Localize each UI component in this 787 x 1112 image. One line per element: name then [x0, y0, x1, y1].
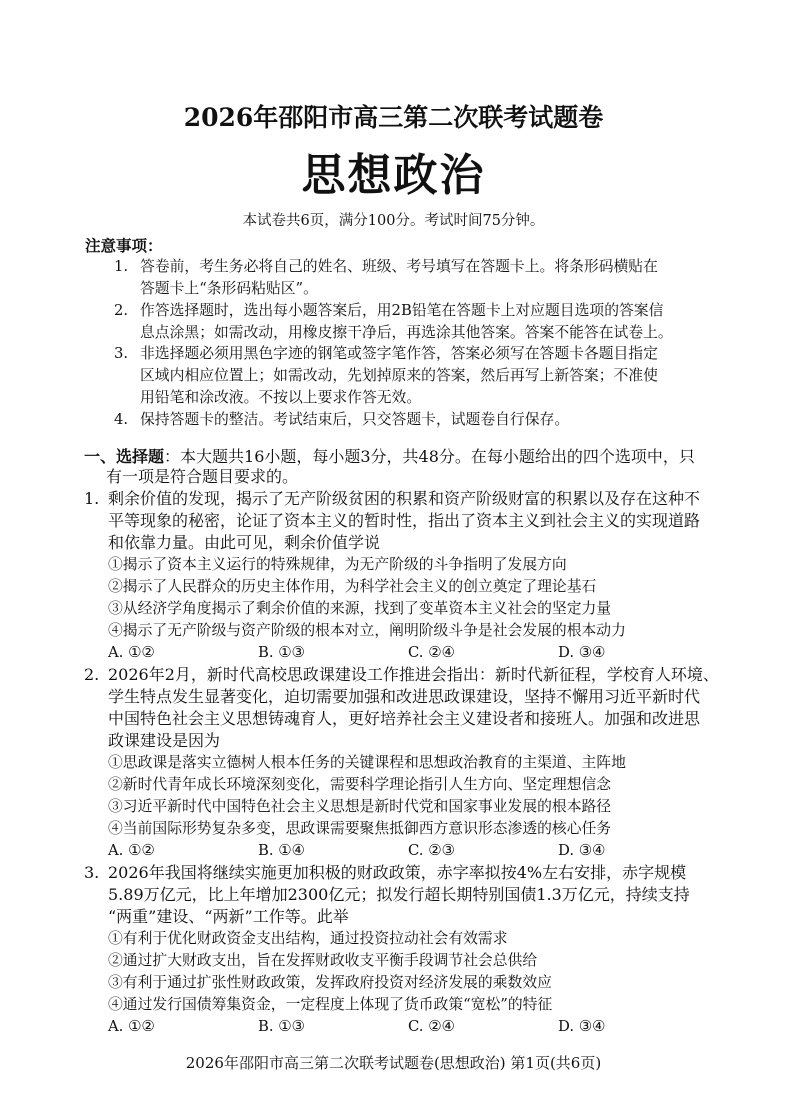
statement-option: ③有利于通过扩张性财政政策，发挥政府投资对经济发展的乘数效应: [108, 974, 552, 991]
answer-choice-d: D. ③④: [558, 644, 606, 661]
note-number: 3.: [114, 345, 129, 362]
question-stem-line: 2026年我国将继续实施更加积极的财政政策，赤字率拟按4%左右安排，赤字规模: [108, 863, 687, 882]
statement-option: ④当前国际形势复杂多变，思政课需要聚焦抵御西方意识形态渗透的核心任务: [108, 820, 612, 837]
note-line: 保持答题卡的整洁。考试结束后，只交答题卡，试题卷自行保存。: [140, 411, 570, 428]
note-line: 答题卡上“条形码粘贴区”。: [140, 280, 318, 297]
section-description-cont: 有一项是符合题目要求的。: [106, 467, 299, 486]
question-stem-line: “两重”建设、“两新”工作等。此举: [108, 907, 349, 926]
answer-choice-c: C. ②③: [408, 842, 455, 859]
answer-choice-b: B. ①③: [258, 644, 305, 661]
statement-option: ③从经济学角度揭示了剩余价值的来源，找到了变革资本主义社会的坚定力量: [108, 600, 612, 617]
answer-choice-d: D. ③④: [558, 842, 606, 859]
statement-option: ④通过发行国债筹集资金，一定程度上体现了货币政策“宽松”的特征: [108, 996, 553, 1013]
question-stem-line: 2026年2月，新时代高校思政课建设工作推进会指出：新时代新征程，学校育人环境、: [108, 665, 719, 684]
statement-option: ③习近平新时代中国特色社会主义思想是新时代党和国家事业发展的根本路径: [108, 798, 612, 815]
subject-title: 思想政治: [301, 150, 486, 201]
note-line: 作答选择题时，选出每小题答案后，用2B铅笔在答题卡上对应题目选项的答案信: [140, 302, 664, 319]
question-number: 2.: [84, 665, 100, 684]
question-stem-line: 政课建设是因为: [108, 731, 221, 750]
note-line: 非选择题必须用黑色字迹的钢笔或签字笔作答，答案必须写在答题卡各题目指定: [140, 345, 658, 362]
answer-choice-a: A. ①②: [108, 1018, 155, 1035]
question-stem-line: 和依靠力量。由此可见，剩余价值学说: [108, 533, 381, 552]
statement-option: ②新时代青年成长环境深刻变化，需要科学理论指引人生方向、坚定理想信念: [108, 776, 612, 793]
note-number: 1.: [114, 258, 129, 275]
note-line: 息点涂黑；如需改动，用橡皮擦干净后，再选涂其他答案。答案不能答在试卷上。: [140, 324, 673, 341]
notes-heading: 注意事项：: [85, 237, 163, 255]
answer-choice-d: D. ③④: [558, 1018, 606, 1035]
question-number: 1.: [84, 489, 100, 508]
answer-choice-b: B. ①④: [258, 842, 305, 859]
exam-info: 本试卷共6页，满分100分。考试时间75分钟。: [242, 213, 545, 229]
statement-option: ②揭示了人民群众的历史主体作用，为科学社会主义的创立奠定了理论基石: [108, 578, 597, 595]
statement-option: ①揭示了资本主义运行的特殊规律，为无产阶级的斗争指明了发展方向: [108, 556, 567, 573]
question-stem-line: 5.89万亿元，比上年增加2300亿元；拟发行超长期特别国债1.3万亿元，持续支持: [108, 885, 690, 904]
section-header: [84, 446, 695, 468]
statement-option: ①有利于优化财政资金支出结构，通过投资拉动社会有效需求: [108, 930, 508, 947]
section-label: 一、选择题: [84, 447, 165, 466]
note-number: 4.: [114, 411, 129, 428]
statement-option: ④揭示了无产阶级与资产阶级的根本对立，阐明阶级斗争是社会发展的根本动力: [108, 622, 626, 639]
question-stem-line: 平等现象的秘密，论证了资本主义的暂时性，指出了资本主义到社会主义的实现道路: [108, 511, 701, 530]
question-stem-line: 剩余价值的发现，揭示了无产阶级贫困的积累和资产阶级财富的积累以及存在这种不: [108, 489, 701, 508]
answer-choice-a: A. ①②: [108, 644, 155, 661]
note-line: 答卷前，考生务必将自己的姓名、班级、考号填写在答题卡上。将条形码横贴在: [140, 258, 658, 275]
answer-choice-b: B. ①③: [258, 1018, 305, 1035]
section-description: ：本大题共16小题，每小题3分，共48分。在每小题给出的四个选项中，只: [164, 447, 695, 466]
note-line: 区域内相应位置上；如需改动，先划掉原来的答案，然后再写上新答案；不准使: [140, 367, 658, 384]
note-number: 2.: [114, 302, 129, 319]
question-stem-line: 中国特色社会主义思想铸魂育人，更好培养社会主义建设者和接班人。加强和改进思: [108, 709, 701, 728]
answer-choice-c: C. ②④: [408, 644, 455, 661]
answer-choice-a: A. ①②: [108, 842, 155, 859]
question-number: 3.: [84, 863, 100, 882]
statement-option: ②通过扩大财政支出，旨在发挥财政收支平衡手段调节社会总供给: [108, 952, 538, 969]
question-stem-line: 学生特点发生显著变化，迫切需要加强和改进思政课建设，坚持不懈用习近平新时代: [108, 687, 701, 706]
exam-title: 2026年邵阳市高三第二次联考试题卷: [183, 103, 604, 132]
page-footer: 2026年邵阳市高三第二次联考试题卷(思想政治) 第1页(共6页): [185, 1054, 602, 1072]
answer-choice-c: C. ②④: [408, 1018, 455, 1035]
note-line: 用铅笔和涂改液。不按以上要求作答无效。: [140, 389, 422, 406]
statement-option: ①思政课是落实立德树人根本任务的关键课程和思想政治教育的主渠道、主阵地: [108, 754, 626, 771]
